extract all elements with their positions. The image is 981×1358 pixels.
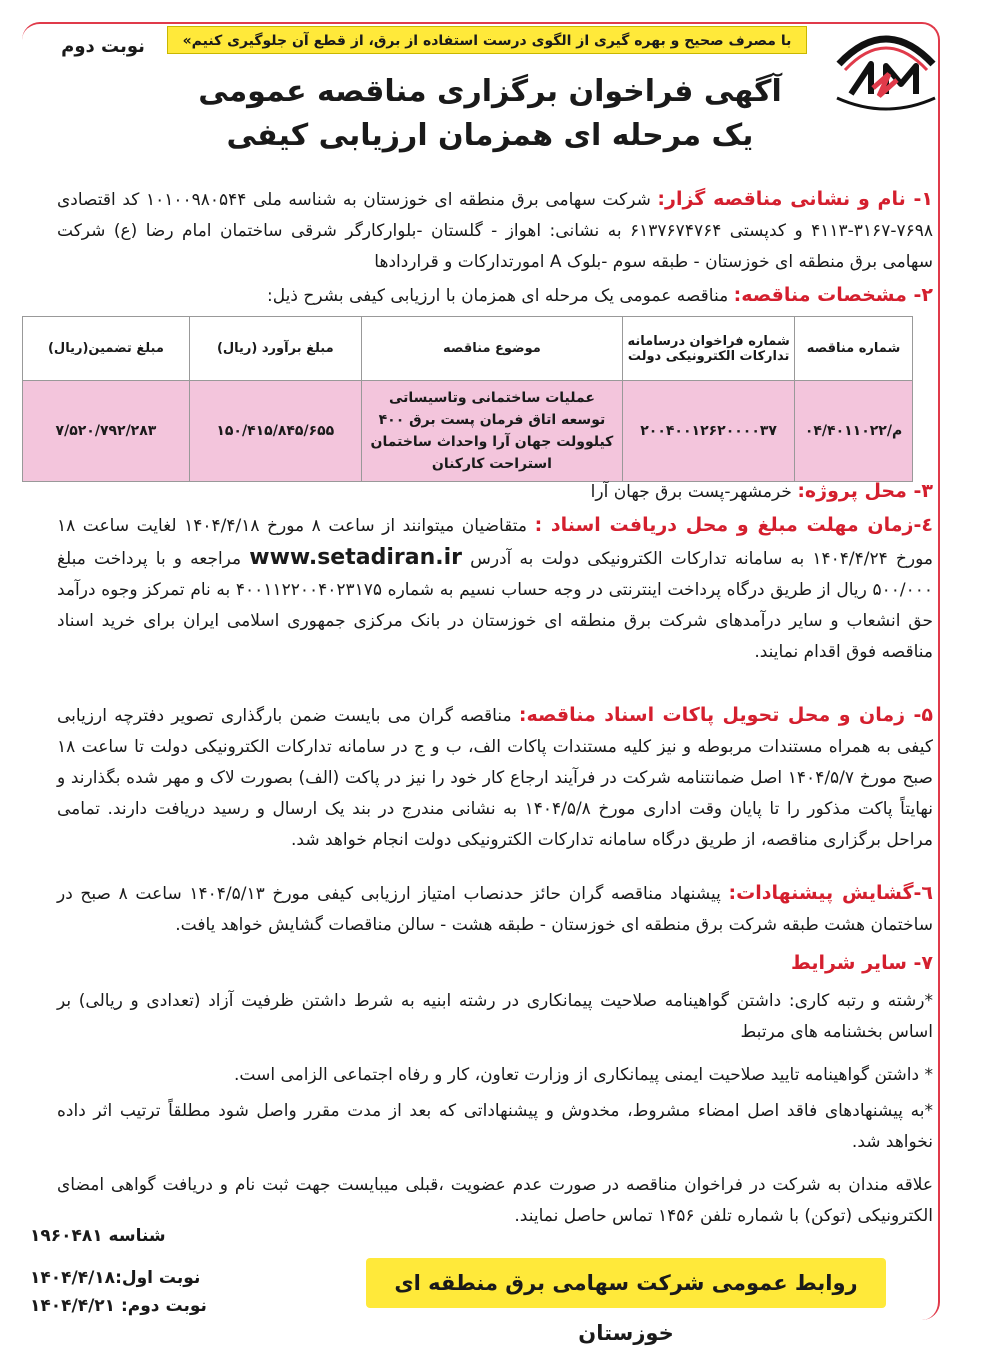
col-number: شماره مناقصه (795, 317, 913, 381)
section-2-heading: ۲- مشخصات مناقصه: (733, 284, 933, 306)
col-estimate: مبلغ برآورد (ریال) (189, 317, 361, 381)
table-row (23, 381, 913, 482)
public-relations-banner: روابط عمومی شرکت سهامی برق منطقه ای خوزستان (366, 1258, 886, 1308)
notice-title (160, 70, 820, 158)
cell-number: م/۰۴/۴۰۱۱۰۲۲ (795, 381, 913, 482)
section-3 (57, 476, 933, 508)
col-setad: شماره فراخوان درسامانه تدارکات الکترونیکی دولت (623, 317, 795, 381)
col-subject: موضوع مناقصه (361, 317, 622, 381)
cell-setad: ۲۰۰۴۰۰۱۲۶۲۰۰۰۰۳۷ (623, 381, 795, 482)
section-7-heading: ۷- سایر شرایط (791, 952, 933, 974)
section-7 (57, 948, 933, 980)
col-guarantee: مبلغ تضمین(ریال) (23, 317, 190, 381)
cell-subject: عملیات ساختمانی وتاسیساتی توسعه اتاق فرمان پست برق ۴۰۰ کیلوولت جهان آرا واحداث ساختمان استراحت کارکنان (361, 381, 622, 482)
section-2 (57, 280, 933, 312)
section-1 (57, 184, 933, 278)
section-3-heading: ۳- محل پروژه: (797, 480, 933, 502)
section-6-heading: ٦-گشایش پیشنهادات: (728, 882, 933, 904)
tender-table (22, 316, 913, 482)
section-4 (57, 510, 933, 668)
cell-estimate: ۱۵۰/۴۱۵/۸۴۵/۶۵۵ (189, 381, 361, 482)
setad-url-link[interactable]: www.setadiran.ir (249, 545, 462, 570)
title-line-1: آگهی فراخوان برگزاری مناقصه عمومی (198, 74, 782, 109)
section-5-text: مناقصه گران می بایست ضمن بارگذاری تصویر دفترچه ارزیابی کیفی به همراه مستندات مربوطه و نیز کلیه مستندات پاکات الف، ب و ج در سامانه تدارکات الکترونیکی دولت تا ساعت ۱۸ صبح مورخ ۱۴۰۴/۵/۷ اصل ضمانتنامه شرکت در فرآیند ارجاع کار خود را نیز در پاکت (الف) بصورت لاک و مهر شده بگذارند و نهایتاً پاکت مذکور را تا پایان وقت اداری مورخ ۱۴۰۴/۵/۸ به نشانی مندرج در بند یک ارسال و رسید دریافت دارند. تمامی مراحل برگزاری مناقصه، از طریق درگاه سامانه تدارکات الکترونیکی دولت انجام خواهد شد. (57, 706, 933, 850)
section-2-text: مناقصه عمومی یک مرحله ای همزمان با ارزیابی کیفی بشرح ذیل: (267, 286, 734, 306)
nobat-1-date: نوبت اول:۱۴۰۴/۴/۱۸ (30, 1268, 201, 1288)
section-4-heading: ٤-زمان مهلت مبلغ و محل دریافت اسناد : (534, 514, 933, 536)
section-4-text-a: متقاضیان میتوانند از ساعت ۸ مورخ ۱۴۰۴/۴/۱۸ لغایت ساعت ۱۸ مورخ ۱۴۰۴/۴/۲۴ به سامانه تدارکات الکترونیکی دولت به آدرس (57, 516, 933, 569)
nobat-2-date: نوبت دوم: ۱۴۰۴/۴/۲۱ (30, 1296, 207, 1316)
section-1-text: شرکت سهامی برق منطقه ای خوزستان به شناسه ملی ۱۰۱۰۰۹۸۰۵۴۴ کد اقتصادی ۷۶۹۸-۳۱۶۷-۴۱۱۳ و کدپستی ۶۱۳۷۶۷۴۷۶۴ به نشانی: اهواز - گلستان -بلوارکارگر شرقی ساختمان امام رضا (ع) شرکت سهامی برق منطقه ای خوزستان - طبقه سوم -بلوک A امورتدارکات و قراردادها (57, 190, 933, 272)
company-logo (831, 24, 941, 114)
section-6 (57, 878, 933, 941)
condition-item: علاقه مندان به شرکت در فراخوان مناقصه در صورت عدم عضویت ،قبلی میبایست جهت ثبت نام و دریافت گواهی امضای الکترونیکی (توکن) با شماره تلفن ۱۴۵۶ تماس حاصل نمایند. (57, 1175, 933, 1226)
condition-item: *به پیشنهادهای فاقد اصل امضاء مشروط، مخدوش و پیشنهاداتی که بعد از مدت مقرر واصل شود مطلقاً ترتیب اثر داده نخواهد شد. (57, 1101, 933, 1152)
table-header-row (23, 317, 913, 381)
condition-item: * داشتن گواهینامه تایید صلاحیت ایمنی پیمانکاری از وزارت تعاون، کار و رفاه اجتماعی الزامی است. (234, 1065, 933, 1085)
condition-item: *رشته و رتبه کاری: داشتن گواهینامه صلاحیت پیمانکاری در رشته ابنیه به شرط داشتن ظرفیت آزاد (تعدادی و ریالی) بر اساس بخشنامه های مرتبط (57, 991, 933, 1042)
section-5-heading: ۵- زمان و محل تحویل پاکات اسناد مناقصه: (518, 704, 933, 726)
section-3-text: خرمشهر-پست برق جهان آرا (590, 482, 798, 502)
cell-guarantee: ۷/۵۲۰/۷۹۲/۲۸۳ (23, 381, 190, 482)
section-6-text: پیشنهاد مناقصه گران حائز حدنصاب امتیاز ارزیابی کیفی مورخ ۱۴۰۴/۵/۱۳ ساعت ۸ صبح در ساختمان هشت طبقه شرکت برق منطقه ای خوزستان - طبقه هشت - سالن مناقصات گشایش خواهد یافت. (57, 884, 933, 935)
slogan-banner: با مصرف صحیح و بهره گیری از الگوی درست استفاده از برق، از قطع آن جلوگیری کنیم» (167, 26, 807, 54)
nobat-label: نوبت دوم (61, 36, 145, 57)
section-1-heading: ۱- نام و نشانی مناقصه گزار: (657, 188, 933, 210)
section-4-text-b: مراجعه و با پرداخت مبلغ ۵۰۰/۰۰۰ ریال از طریق درگاه پرداخت اینترنتی در وجه حساب نسیم به شماره ۴۰۰۱۱۲۲۰۰۴۰۲۳۱۷۵ به نام تمرکز وجوه درآمد حق انشعاب و سایر درآمدهای شرکت برق منطقه ای خوزستان در بانک مرکزی جمهوری اسلامی ایران برای خرید اسناد مناقصه فوق اقدام نمایند. (57, 549, 933, 662)
section-5 (57, 700, 933, 856)
shenaseh-label: شناسه ۱۹۶۰۴۸۱ (30, 1226, 166, 1246)
title-line-2: یک مرحله ای همزمان ارزیابی کیفی (226, 118, 754, 153)
